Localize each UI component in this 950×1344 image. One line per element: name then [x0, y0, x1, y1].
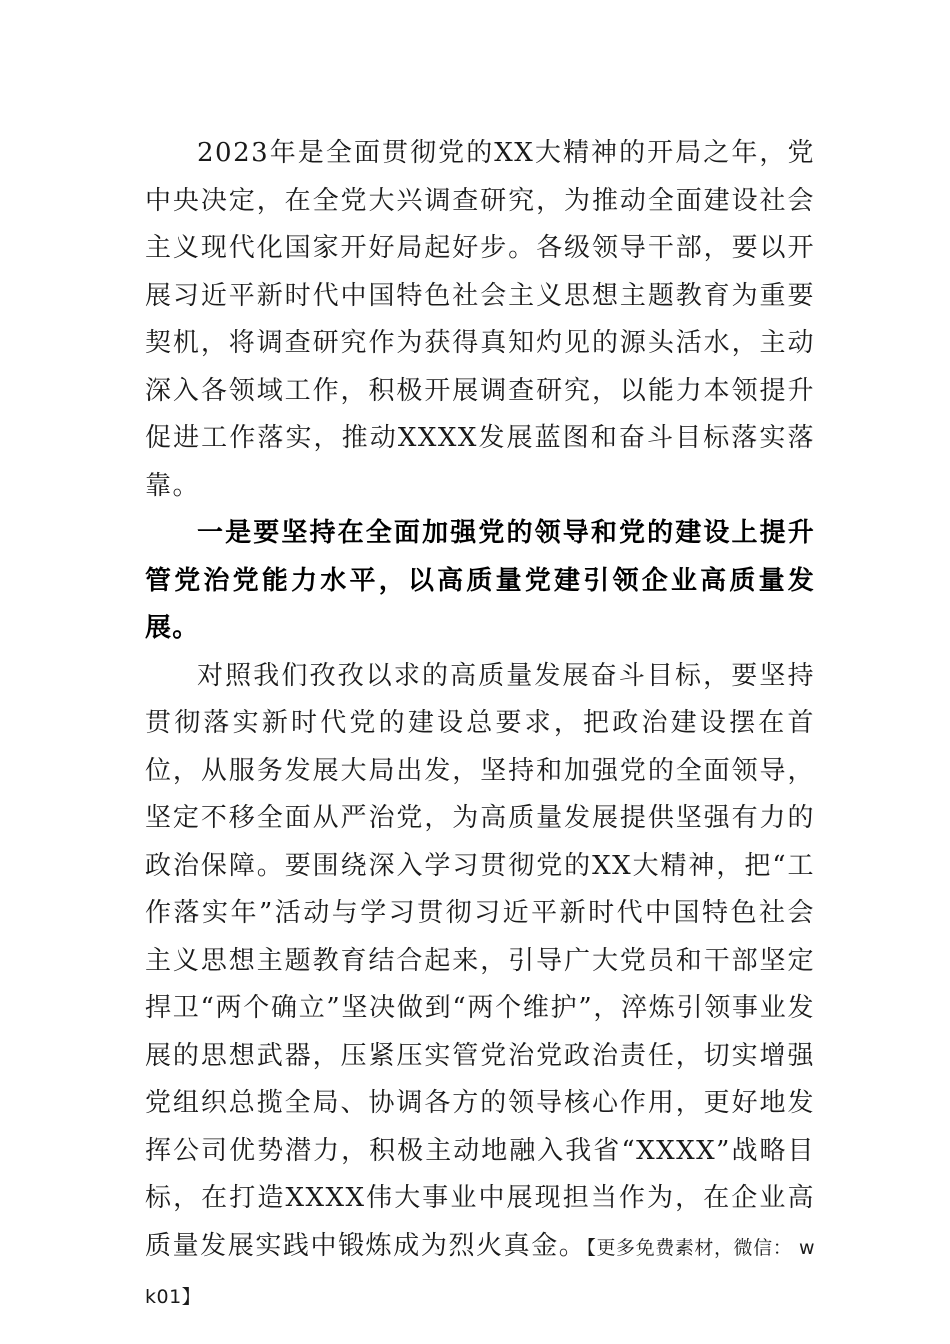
body-paragraph-text: 对照我们孜孜以求的高质量发展奋斗目标，要坚持贯彻落实新时代党的建设总要求，把政治建设摆在首位，从服务发展大局出发，坚持和加强党的全面领导，坚定不移全面从严治党，为高质量发展提供坚强有力的政治保障。要围绕深入学习贯彻党的XX大精神，把“工作落实年”活动与学习贯彻习近平新时代中国特色社会主义思想主题教育结合起来，引导广大党员和干部坚定捍卫“两个确立”坚决做到“两个维护”，淬炼引领事业发展的思想武器，压紧压实管党治党政治责任，切实增强党组织总揽全局、协调各方的领导核心作用，更好地发挥公司优势潜力，积极主动地融入我省“XXXX”战略目标，在打造XXXX伟大事业中展现担当作为，在企业高质量发展实践中锻炼成为烈火真金。: [145, 660, 815, 1261]
footnote-text: 【更多免费素材，微信： wk01】: [145, 1236, 815, 1308]
intro-paragraph: 2023年是全面贯彻党的XX大精神的开局之年，党中央决定，在全党大兴调查研究，为推动全面建设社会主义现代化国家开好局起好步。各级领导干部，要以开展习近平新时代中国特色社会主义思想主题教育为重要契机，将调查研究作为获得真知灼见的源头活水，主动深入各领域工作，积极开展调查研究，以能力本领提升促进工作落实，推动XXXX发展蓝图和奋斗目标落实落靠。: [145, 138, 815, 501]
body-paragraph: [145, 653, 815, 1322]
section-heading: 一是要坚持在全面加强党的领导和党的建设上提升管党治党能力水平，以高质量党建引领企业高质量发展。: [145, 518, 815, 643]
document-body: [145, 130, 815, 1322]
